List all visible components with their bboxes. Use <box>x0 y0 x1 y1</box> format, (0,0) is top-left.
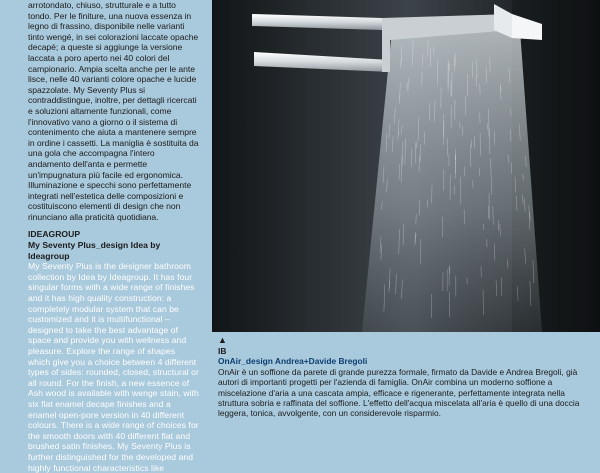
left-text-column <box>0 0 205 424</box>
arrow-up-icon: ▲ <box>218 336 594 345</box>
caption-title: OnAir_design Andrea+Davide Bregoli <box>218 356 594 366</box>
italian-body-text: arrotondato, chiuso, strutturale e a tutto tondo. Per le finiture, una nuova essenza in legno di frassino, disponibile nelle varianti tinto wengé, in sei colorazioni laccate opache decapé; a queste si aggiunge la versione laccata a poro aperto nei 40 colori del campionario. Ampia scelta anche per le ante lisce, nelle 40 varianti colore opache e lucide spazzolate. My Seventy Plus si contraddistingue, inoltre, per dettagli ricercati e soluzioni altamente funzionali, come l'innovativo vano a giorno o il sistema di contenimento che aiuta a mantenere sempre in ordine i cassetti. La maniglia è sostituita da una gola che accompagna l'intero andamento dell'anta e permette un'impugnatura più facile ed ergonomica. Illuminazione e specchi sono perfettamente integrati nell'estetica delle composizioni e costituiscono elementi di design che non rinunciano alla praticità quotidiana. <box>28 0 199 222</box>
english-body-text: My Seventy Plus is the designer bathroom collection by Idea by Ideagroup. It has four singular forms with a wide range of finishes and it has high quality construction: a completely modular system that can be customized and it is multifunctional – designed to take the best advantage of space and provide you with wellness and pleasure. Explore the range of shapes which give you a choice between 4 different types of sides: rounded, closed, structural or all round. For the finish, a new essence of Ash wood is available with wenge stain, with six flat enamel decape finishes and a enamel open-pore version in 40 different colours. There is a wide range of choices for the smooth doors with 40 different flat and brushed satin finishes. My Seventy Plus is further distinguished for the developed and highly functional characteristics like <box>28 261 199 473</box>
shower-illustration <box>212 0 600 332</box>
caption-label: IB <box>218 346 594 356</box>
shower-head-photo <box>212 0 600 332</box>
section-title: My Seventy Plus_design Idea by Ideagroup <box>28 240 199 261</box>
caption-text: OnAir è un soffione da parete di grande purezza formale, firmato da Davide e Andrea Bregoli, già autori di importanti progetti per l'azienda di famiglia. OnAir combina un moderno soffione a miscelazione d'aria a una cascata ampia, efficace e rigenerante, perfettamente integrata nella struttura sobria e raffinata del soffione. L'effetto dell'acqua miscelata all'aria è quello di una doccia leggera, tonica, avvolgente, con un considerevole risparmio. <box>218 367 594 419</box>
section-label: IDEAGROUP <box>28 229 199 240</box>
photo-caption <box>212 332 600 424</box>
